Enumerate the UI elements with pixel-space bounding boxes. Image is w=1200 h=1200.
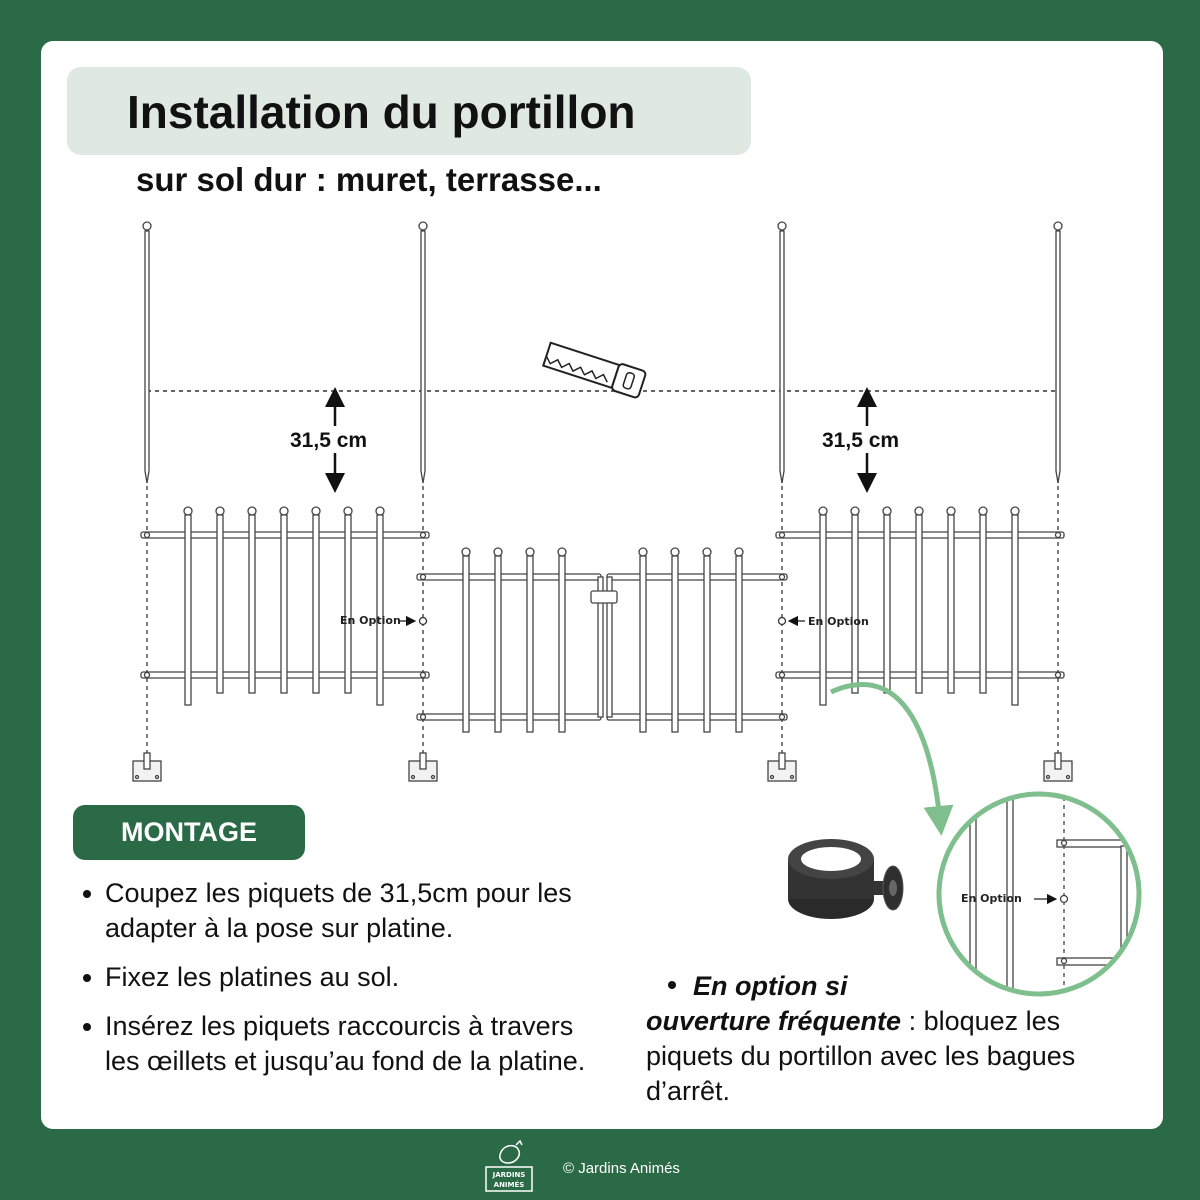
- stake-1: [143, 222, 151, 483]
- footer-copyright: © Jardins Animés: [563, 1160, 680, 1177]
- stake-2: [419, 222, 427, 483]
- option-label-left: En Option: [340, 614, 401, 627]
- montage-step-3: Insérez les piquets raccourcis à travers les œillets et jusqu’au fond de la platine.: [83, 1009, 613, 1079]
- option-label-zoom: En Option: [961, 892, 1022, 905]
- stake-4: [1054, 222, 1062, 483]
- option-note-bullet: [668, 981, 676, 989]
- dimension-left: [290, 397, 367, 483]
- gate: [417, 548, 787, 732]
- page-subtitle: sur sol dur : muret, terrasse...: [136, 161, 602, 198]
- zoom-arrow: [831, 685, 940, 821]
- dimension-right: [822, 397, 899, 483]
- dimension-label-left: 31,5 cm: [290, 429, 368, 452]
- stake-3: [778, 222, 786, 483]
- infographic-card: [41, 41, 1163, 1129]
- saw-icon: [543, 341, 647, 399]
- stakes: [143, 222, 1062, 483]
- base-plate-3: [768, 753, 796, 781]
- page-title: Installation du portillon: [127, 86, 636, 138]
- base-plate-2: [409, 753, 437, 781]
- jardins-animes-logo: [480, 1137, 538, 1193]
- option-marker-right: [779, 615, 869, 628]
- option-marker-left: [340, 614, 427, 627]
- footer: [0, 1135, 1200, 1195]
- base-plate-1: [133, 753, 161, 781]
- montage-step-1: Coupez les piquets de 31,5cm pour les adapter à la pose sur platine.: [83, 876, 613, 946]
- stop-ring-icon: [788, 839, 903, 919]
- svg-text:ANIMÉS: ANIMÉS: [493, 1181, 525, 1189]
- option-note: [646, 969, 1146, 1109]
- option-note-emphasis-2: ouverture fréquente: [646, 1006, 902, 1036]
- montage-badge: MONTAGE: [73, 805, 305, 860]
- fence-panel-right: [776, 507, 1064, 705]
- option-note-emphasis-1: En option si: [693, 971, 848, 1001]
- base-plate-4: [1044, 753, 1072, 781]
- fence-panel-left: [141, 507, 429, 705]
- option-label-right: En Option: [808, 615, 869, 628]
- svg-text:JARDINS: JARDINS: [492, 1171, 526, 1179]
- dimension-label-right: 31,5 cm: [822, 429, 900, 452]
- montage-step-2: Fixez les platines au sol.: [83, 960, 613, 995]
- montage-steps: [83, 876, 613, 1093]
- option-note-rest: : bloquez les piquets du portillon avec les bagues d’arrêt.: [646, 1006, 1076, 1106]
